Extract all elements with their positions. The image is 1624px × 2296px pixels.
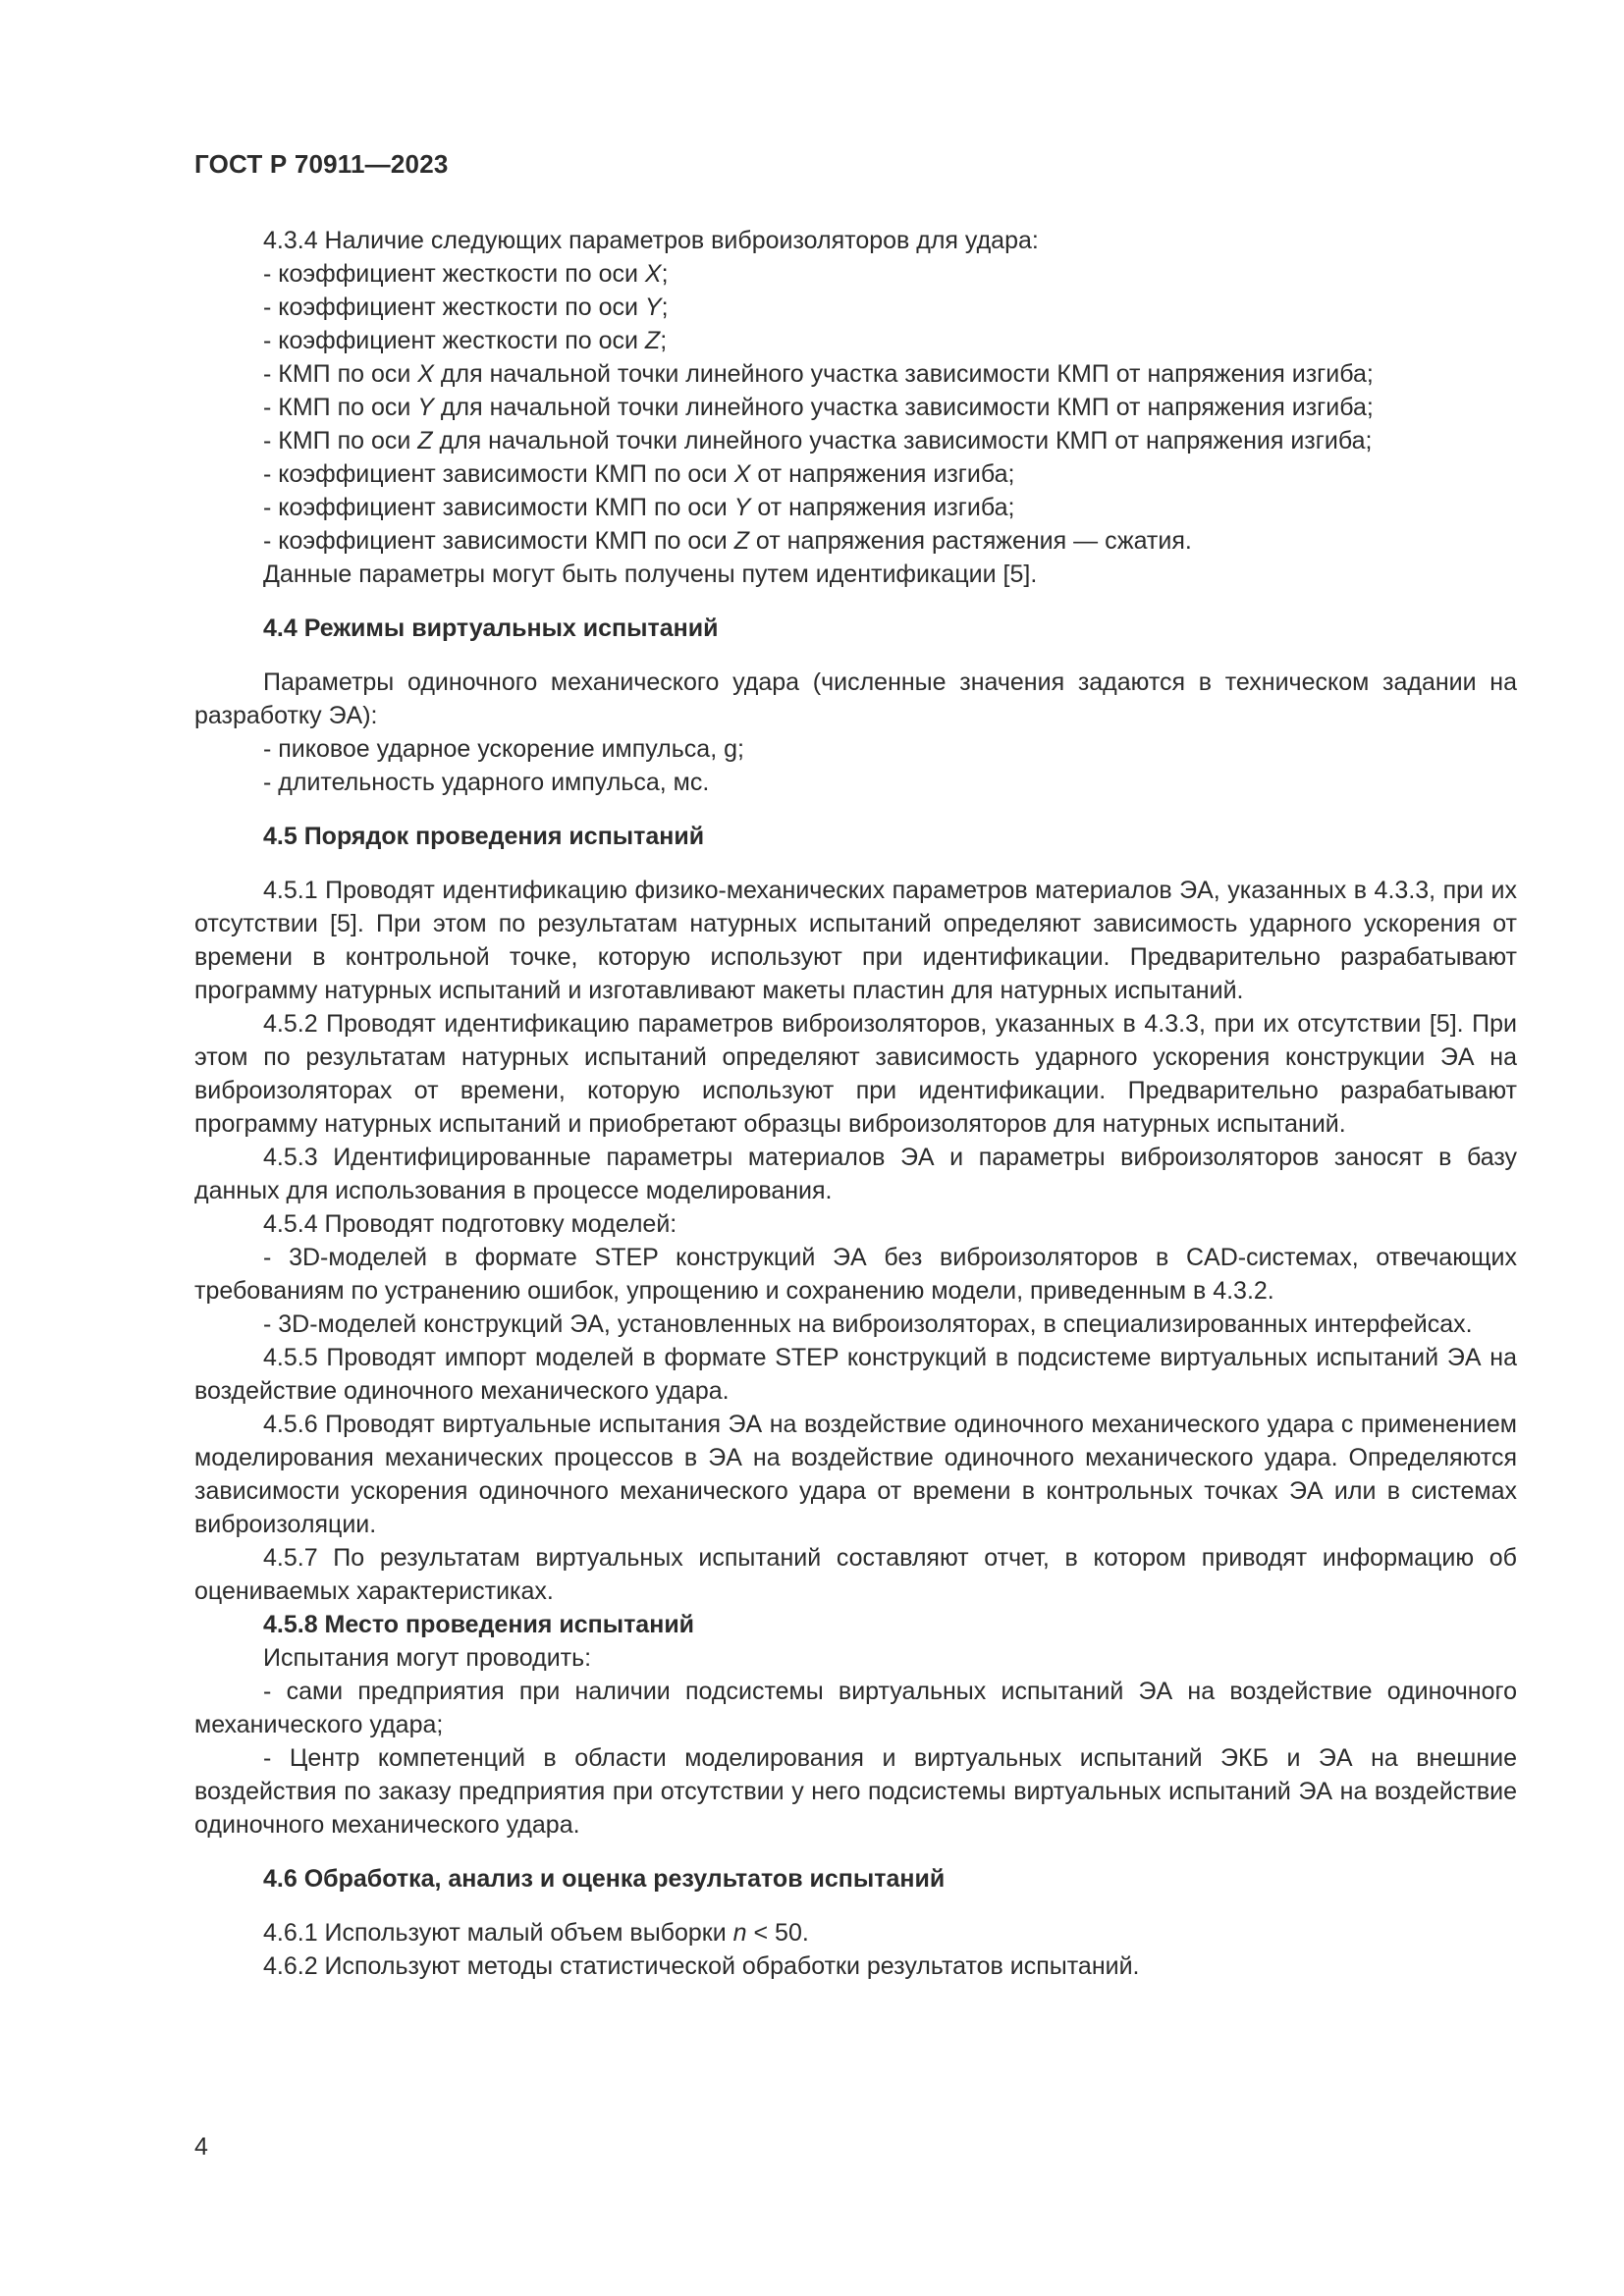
paragraph-4-5-8: Испытания могут проводить:: [263, 1644, 592, 1672]
list-item: - коэффициент жесткости по оси Y;: [263, 294, 669, 321]
section-4-3-4-list: [194, 257, 1517, 558]
page-number: 4: [194, 2133, 208, 2161]
list-item: - коэффициент зависимости КМП по оси Z от напряжения растяжения — сжатия.: [263, 527, 1192, 555]
list-item: - пиковое ударное ускорение импульса, g;: [263, 735, 744, 763]
paragraph-4-5-4-item-b: - 3D-моделей конструкций ЭА, установленных на виброизоляторах, в специализированных интерфейсах.: [263, 1310, 1473, 1338]
paragraph-4-5-4: 4.5.4 Проводят подготовку моделей:: [263, 1210, 677, 1238]
paragraph-4-5-2: 4.5.2 Проводят идентификацию параметров виброизоляторов, указанных в 4.3.3, при их отсутствии [5]. При этом по результатам натурных испытаний определяют зависимость ударного ускорения конструкции ЭА на виброизоляторах от времени, которую используют при идентификации. Предварительно разрабатывают программу натурных испытаний и приобретают образцы виброизоляторов для натурных испытаний.: [194, 1010, 1517, 1138]
section-4-3-4-intro: 4.3.4 Наличие следующих параметров виброизоляторов для удара:: [263, 227, 1039, 254]
list-item: - коэффициент жесткости по оси Z;: [263, 327, 668, 354]
list-item: - КМП по оси Y для начальной точки линейного участка зависимости КМП от напряжения изгиба;: [263, 394, 1374, 421]
document-header: ГОСТ Р 70911—2023: [194, 149, 449, 179]
list-item: - КМП по оси X для начальной точки линейного участка зависимости КМП от напряжения изгиба;: [263, 360, 1374, 388]
document-body: [194, 224, 1517, 1983]
paragraph-4-5-3: 4.5.3 Идентифицированные параметры материалов ЭА и параметры виброизоляторов заносят в базу данных для использования в процессе моделирования.: [194, 1144, 1517, 1204]
heading-4-5-8: 4.5.8 Место проведения испытаний: [263, 1611, 695, 1638]
paragraph-4-5-4-item-a: - 3D-моделей в формате STEP конструкций ЭА без виброизоляторов в CAD-системах, отвечающих требованиям по устранению ошибок, упрощению и сохранению модели, приведенным в 4.3.2.: [194, 1244, 1517, 1305]
paragraph-4-5-8-item-a: - сами предприятия при наличии подсистемы виртуальных испытаний ЭА на воздействие одиночного механического удара;: [194, 1678, 1517, 1738]
paragraph-4-5-6: 4.5.6 Проводят виртуальные испытания ЭА на воздействие одиночного механического удара с применением моделирования механических процессов в ЭА на воздействие одиночного механического удара. Определяются зависимости ускорения одиночного механического удара от времени в контрольных точках ЭА или в системах виброизоляции.: [194, 1411, 1517, 1538]
list-item: - КМП по оси Z для начальной точки линейного участка зависимости КМП от напряжения изгиба;: [263, 427, 1373, 454]
paragraph-4-5-7: 4.5.7 По результатам виртуальных испытаний составляют отчет, в котором приводят информацию об оцениваемых характеристиках.: [194, 1544, 1517, 1605]
section-4-4-intro: Параметры одиночного механического удара (численные значения задаются в техническом задании на разработку ЭА):: [194, 668, 1517, 729]
list-item: - длительность ударного импульса, мс.: [263, 769, 710, 796]
paragraph-4-5-1: 4.5.1 Проводят идентификацию физико-механических параметров материалов ЭА, указанных в 4.3.3, при их отсутствии [5]. При этом по результатам натурных испытаний определяют зависимость ударного ускорения от времени в контрольной точке, которую используют при идентификации. Предварительно разрабатывают программу натурных испытаний и изготавливают макеты пластин для натурных испытаний.: [194, 877, 1517, 1004]
section-4-3-4-note: Данные параметры могут быть получены путем идентификации [5].: [263, 561, 1038, 588]
list-item: - коэффициент зависимости КМП по оси X от напряжения изгиба;: [263, 460, 1015, 488]
paragraph-4-6-1: 4.6.1 Используют малый объем выборки n < 50.: [263, 1919, 809, 1947]
paragraph-4-5-8-item-b: - Центр компетенций в области моделирования и виртуальных испытаний ЭКБ и ЭА на внешние воздействия по заказу предприятия при отсутствии у него подсистемы виртуальных испытаний ЭА на воздействие одиночного механического удара.: [194, 1744, 1517, 1839]
section-4-4-title: 4.4 Режимы виртуальных испытаний: [263, 614, 719, 642]
list-item: - коэффициент зависимости КМП по оси Y от напряжения изгиба;: [263, 494, 1015, 521]
list-item: - коэффициент жесткости по оси X;: [263, 260, 669, 288]
section-4-6-title: 4.6 Обработка, анализ и оценка результатов испытаний: [263, 1865, 946, 1893]
paragraph-4-6-2: 4.6.2 Используют методы статистической обработки результатов испытаний.: [263, 1952, 1140, 1980]
paragraph-4-5-5: 4.5.5 Проводят импорт моделей в формате STEP конструкций в подсистеме виртуальных испытаний ЭА на воздействие одиночного механического удара.: [194, 1344, 1517, 1405]
section-4-5-title: 4.5 Порядок проведения испытаний: [263, 823, 705, 850]
